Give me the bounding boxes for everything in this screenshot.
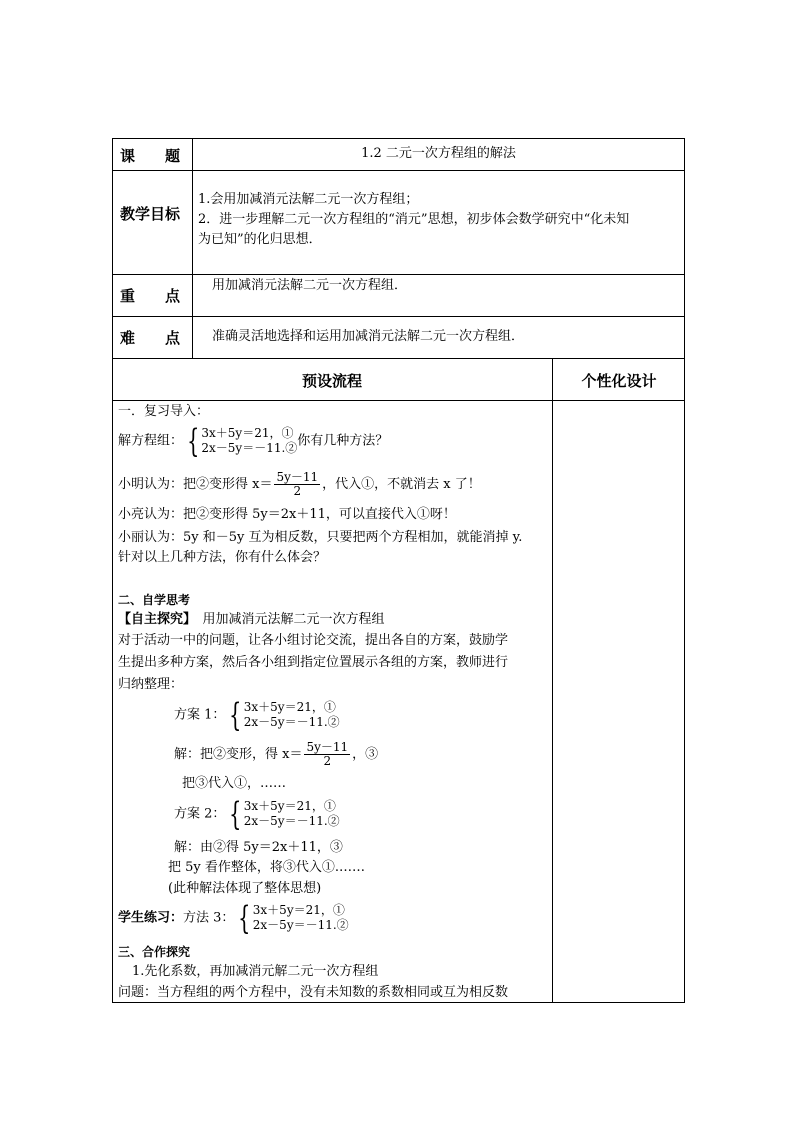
section-1-title: 一．复习导入： — [118, 404, 210, 419]
lesson-plan-table — [112, 138, 685, 1003]
row-divider — [112, 274, 685, 275]
equation-system: { 3x＋5y＝21，① 2x－5y＝－11.② — [238, 899, 349, 937]
goal-line-2: 2．进一步理解二元一次方程组的“消元”思想，初步体会数学研究中“化未知 — [198, 212, 630, 227]
table-border-left — [112, 138, 113, 1003]
design-column-divider — [552, 358, 553, 1003]
xiaoli-line: 小丽认为：5y 和－5y 互为相反数，只要把两个方程相加，就能消掉 y. — [118, 530, 523, 545]
plan-1-line: 方案 1： { 3x＋5y＝21，① 2x－5y＝－11.② — [174, 696, 340, 734]
solution-2-line: 解：由②得 5y＝2x＋11，③ — [174, 840, 343, 855]
explore-line: 【自主探究】 用加减消元法解二元一次方程组 — [118, 612, 385, 627]
substitute-2-line: 把 5y 看作整体，将③代入①.…… — [168, 860, 366, 875]
xiaoming-line: 小明认为：把②变形得 x＝ $\frac{5y-11}{2}$ ，代入①，不就消去 x 了！ — [118, 470, 481, 498]
process-column-header: 预设流程 — [301, 372, 362, 390]
topic-value: 1.2 二元一次方程组的解法 — [361, 146, 516, 161]
design-column-header: 个性化设计 — [581, 372, 657, 390]
brace-icon: { — [238, 899, 251, 937]
row-divider — [112, 400, 685, 401]
table-border-top — [112, 138, 685, 139]
xiaoliang-line: 小亮认为：把②变形得 5y＝2x＋11，可以直接代入①呀！ — [118, 507, 456, 522]
solve-line: 解方程组： { 3x＋5y＝21，① 2x－5y＝－11.② 你有几种方法？ — [118, 422, 389, 460]
goal-line-3: 为已知”的化归思想． — [198, 232, 322, 247]
topic-label: 课 题 — [120, 147, 181, 165]
note-line: (此种解法体现了整体思想) — [168, 881, 322, 896]
difficulty-value: 准确灵活地选择和运用加减消元法解二元一次方程组． — [212, 329, 525, 344]
goal-line-1: 1.会用加减消元法解二元一次方程组； — [198, 192, 419, 207]
goals-label: 教学目标 — [120, 205, 181, 223]
section-2-title: 二、自学思考 — [118, 593, 191, 607]
paragraph-line-3: 归纳整理： — [118, 677, 184, 692]
key-point-label: 重 点 — [120, 287, 181, 305]
key-point-value: 用加减消元法解二元一次方程组． — [212, 278, 408, 293]
label-column-divider — [192, 138, 193, 359]
brace-icon: { — [187, 422, 200, 460]
section-3-question: 问题：当方程组的两个方程中，没有未知数的系数相同或互为相反数 — [118, 985, 509, 1000]
section-3-title: 三、合作探究 — [118, 945, 191, 959]
row-divider — [112, 170, 685, 171]
row-divider — [112, 316, 685, 317]
solution-1-line: 解：把②变形，得 x＝ $\frac{5y-11}{2}$ ，③ — [174, 740, 379, 768]
reflect-line: 针对以上几种方法，你有什么体会？ — [118, 550, 327, 565]
practice-line: 学生练习：方法 3： { 3x＋5y＝21，① 2x－5y＝－11.② — [118, 899, 349, 937]
equation-system: { 3x＋5y＝21，① 2x－5y＝－11.② — [229, 795, 340, 833]
paragraph-line-1: 对于活动一中的问题，让各小组讨论交流，提出各自的方案，鼓励学 — [118, 633, 509, 648]
substitute-1-line: 把③代入①，…… — [182, 776, 287, 791]
section-3-item-1: 1.先化系数，再加减消元解二元一次方程组 — [132, 964, 379, 979]
plan-2-line: 方案 2： { 3x＋5y＝21，① 2x－5y＝－11.② — [174, 795, 340, 833]
row-divider — [112, 358, 685, 359]
brace-icon: { — [229, 696, 242, 734]
fraction: $\frac{5y-11}{2}$ — [306, 740, 349, 768]
equation-system: { 3x＋5y＝21，① 2x－5y＝－11.② — [229, 696, 340, 734]
table-border-right — [684, 138, 685, 1003]
fraction: $\frac{5y-11}{2}$ — [276, 470, 319, 498]
paragraph-line-2: 生提出多种方案，然后各小组到指定位置展示各组的方案，教师进行 — [118, 655, 509, 670]
difficulty-label: 难 点 — [120, 329, 181, 347]
brace-icon: { — [229, 795, 242, 833]
equation-system: { 3x＋5y＝21，① 2x－5y＝－11.② — [187, 422, 298, 460]
